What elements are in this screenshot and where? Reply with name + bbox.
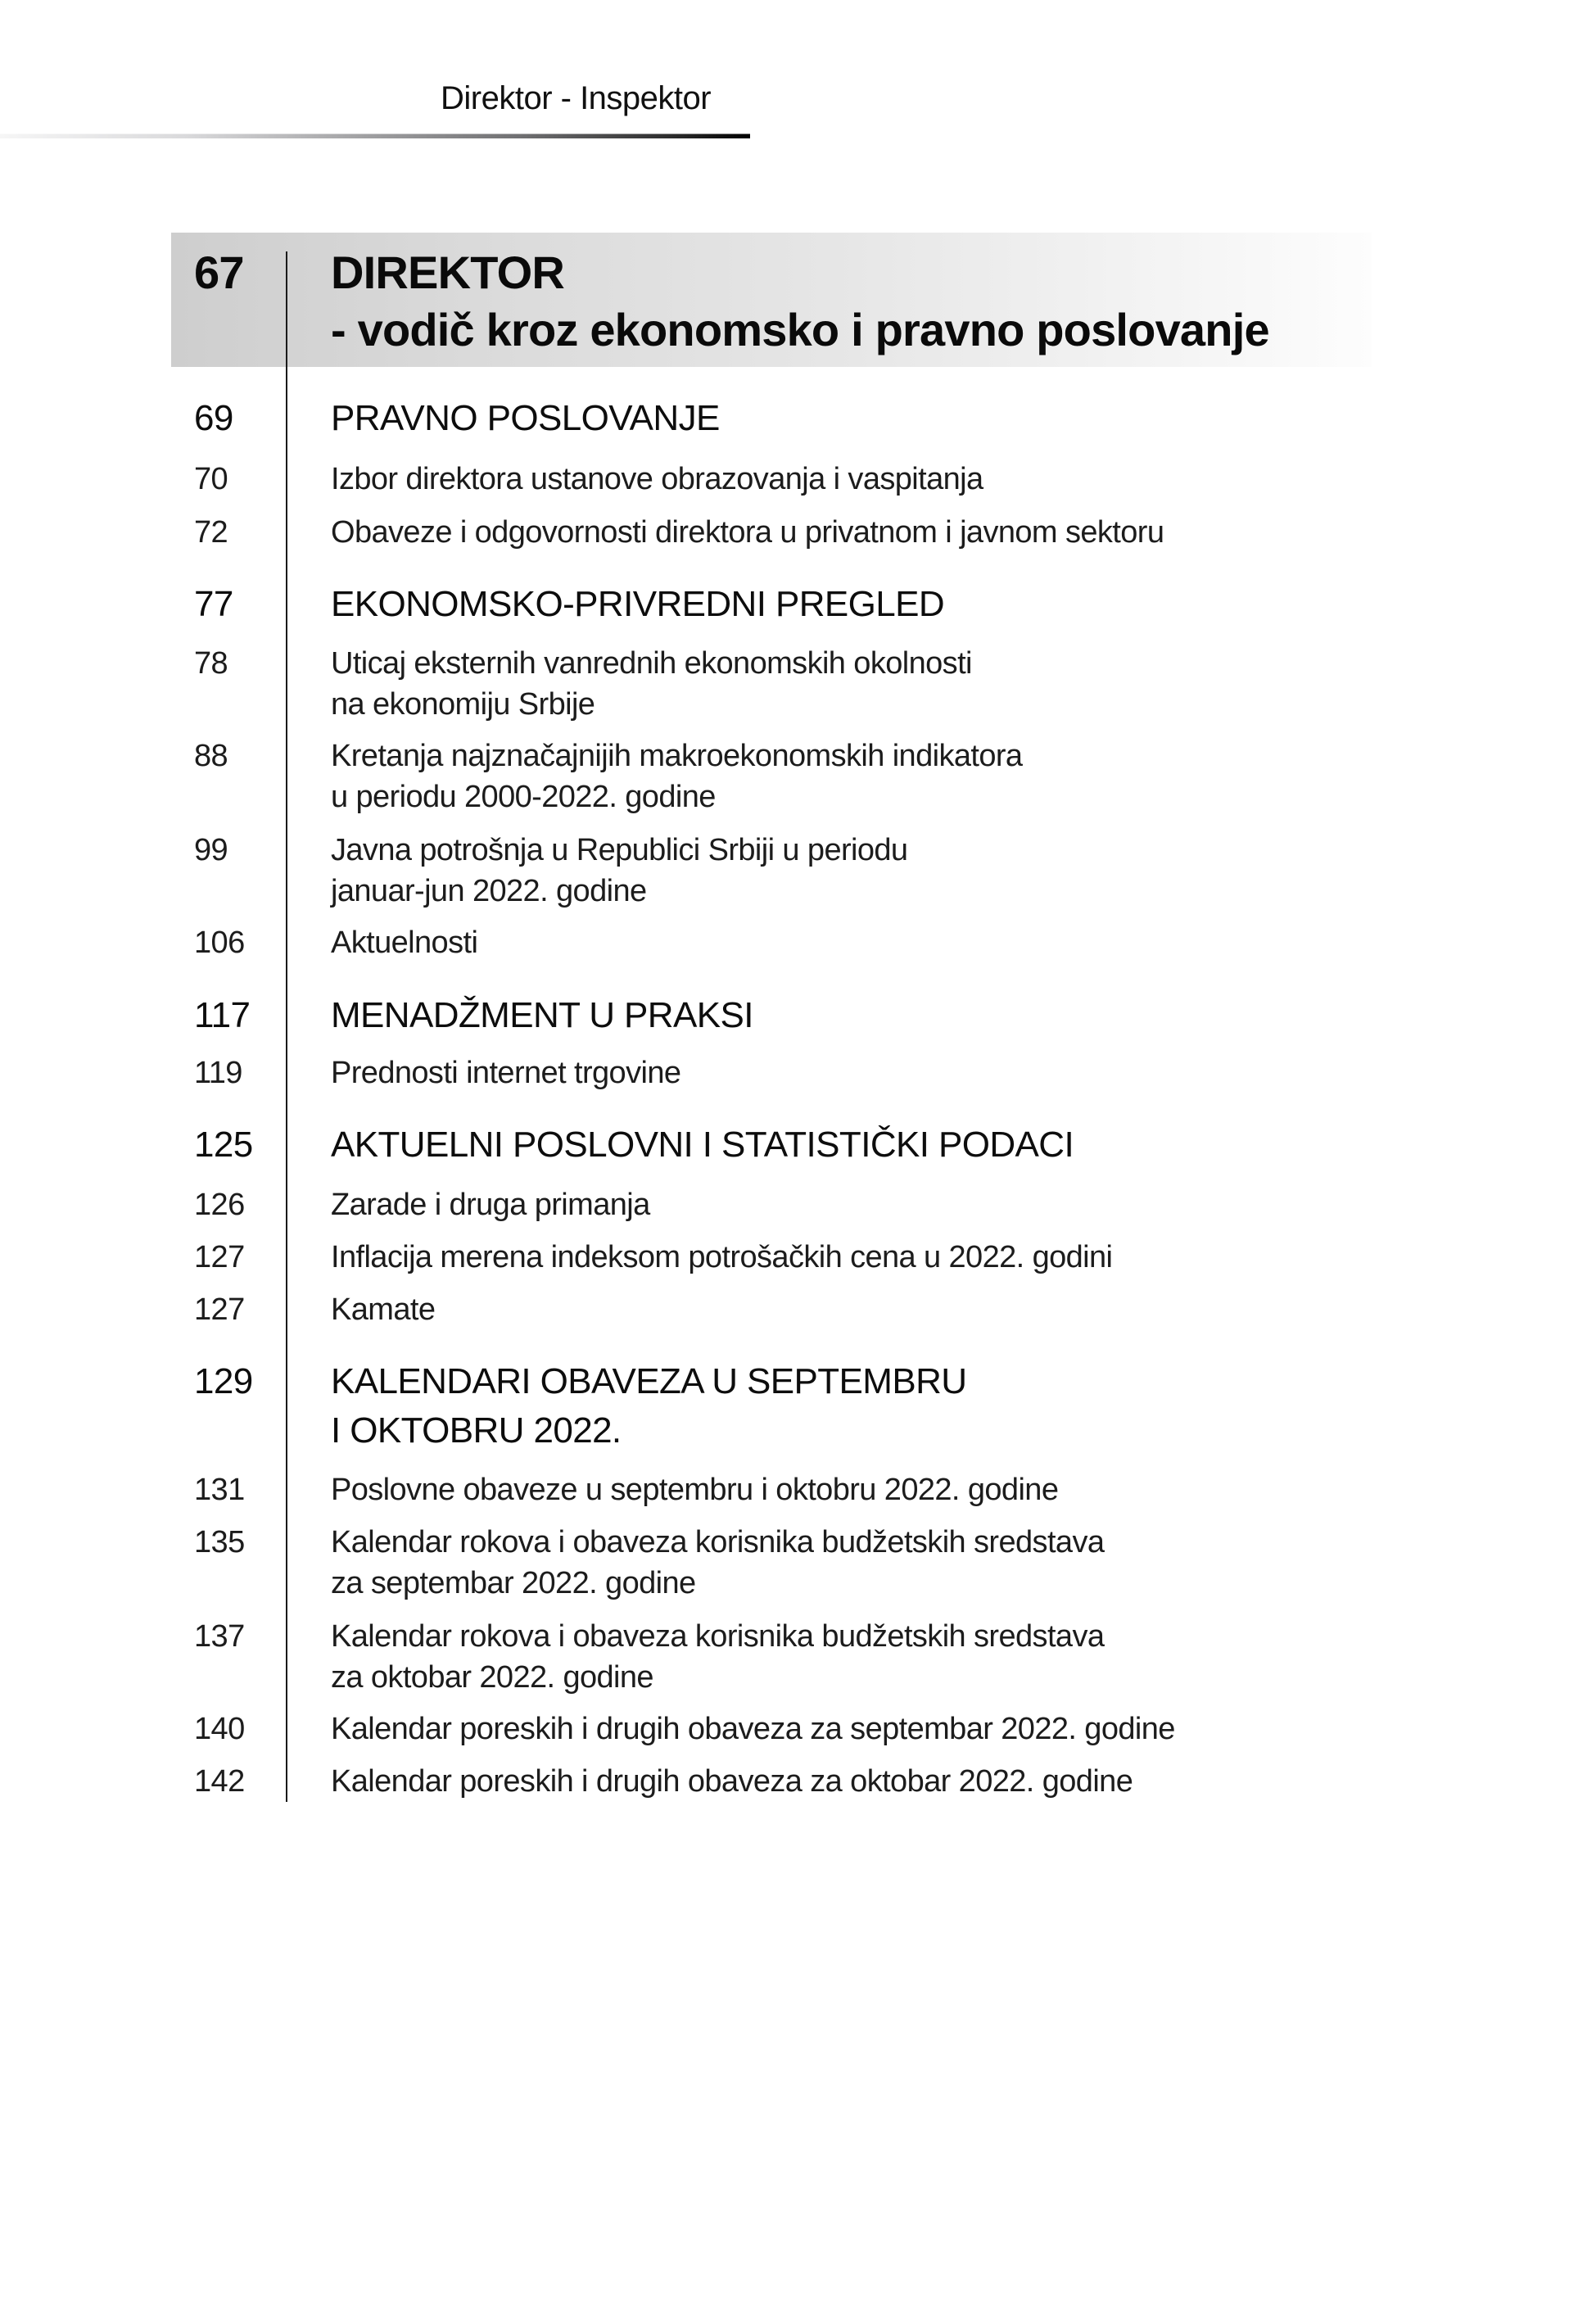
title-line-1: DIREKTOR <box>331 247 565 298</box>
entry-title <box>331 1469 1058 1510</box>
section-page-number: 117 <box>194 995 251 1035</box>
entry-title-line: Inflacija merena indeksom potrošačkih cena u 2022. godini <box>331 1240 1113 1274</box>
section-heading-line: I OKTOBRU 2022. <box>331 1410 622 1451</box>
entry-title-line: Prednosti internet trgovine <box>331 1056 681 1090</box>
entry-title <box>331 512 1164 553</box>
section-heading <box>331 1120 1074 1170</box>
section-heading-line: AKTUELNI POSLOVNI I STATISTIČKI PODACI <box>331 1125 1074 1165</box>
entry-title <box>331 1052 680 1093</box>
entry-title-line: Javna potrošnja u Republici Srbiji u periodu <box>331 833 908 867</box>
running-head: Direktor - Inspektor <box>441 80 712 116</box>
entry-page-number: 99 <box>194 833 228 867</box>
entry-title <box>331 643 972 725</box>
entry-page-number: 126 <box>194 1188 245 1222</box>
entry-page-number: 70 <box>194 462 228 496</box>
entry-title-line: za septembar 2022. godine <box>331 1566 696 1600</box>
entry-page-number: 142 <box>194 1764 245 1799</box>
entry-title-line: u periodu 2000-2022. godine <box>331 780 716 814</box>
entry-title <box>331 830 907 912</box>
entry-title <box>331 922 477 963</box>
title-text <box>331 244 1269 359</box>
section-page-number: 125 <box>194 1125 253 1165</box>
section-heading-line: EKONOMSKO-PRIVREDNI PREGLED <box>331 584 945 624</box>
entry-page-number: 78 <box>194 646 228 681</box>
entry-title-line: Kalendar poreskih i drugih obaveza za septembar 2022. godine <box>331 1712 1175 1746</box>
entry-page-number: 119 <box>194 1056 242 1090</box>
entry-title-line: Izbor direktora ustanove obrazovanja i vaspitanja <box>331 462 983 496</box>
entry-title <box>331 1709 1175 1749</box>
entry-page-number: 137 <box>194 1619 245 1654</box>
entry-page-number: 127 <box>194 1240 245 1274</box>
title-page-number: 67 <box>194 247 244 298</box>
section-page-number: 69 <box>194 398 233 438</box>
entry-title <box>331 1761 1133 1802</box>
entry-page-number: 106 <box>194 926 245 960</box>
entry-page-number: 72 <box>194 515 228 550</box>
entry-title-line: januar-jun 2022. godine <box>331 874 647 908</box>
title-line-2: - vodič kroz ekonomsko i pravno poslovanje <box>331 304 1269 355</box>
entry-page-number: 135 <box>194 1525 245 1559</box>
section-heading-line: KALENDARI OBAVEZA U SEPTEMBRU <box>331 1361 967 1401</box>
section-heading <box>331 580 944 629</box>
toc-divider-line <box>286 251 287 1802</box>
entry-title-line: Kamate <box>331 1292 436 1327</box>
section-heading <box>331 1357 966 1455</box>
header-gradient-rule <box>0 134 750 138</box>
entry-title <box>331 459 983 500</box>
entry-title <box>331 1522 1104 1604</box>
section-heading-line: MENADŽMENT U PRAKSI <box>331 995 753 1035</box>
entry-page-number: 140 <box>194 1712 245 1746</box>
section-heading-line: PRAVNO POSLOVANJE <box>331 398 720 438</box>
section-heading <box>331 991 753 1040</box>
entry-title-line: Uticaj eksternih vanrednih ekonomskih okolnosti <box>331 646 972 681</box>
entry-title-line: Zarade i druga primanja <box>331 1188 650 1222</box>
entry-title-line: na ekonomiju Srbije <box>331 687 595 722</box>
entry-title-line: Kalendar poreskih i drugih obaveza za oktobar 2022. godine <box>331 1764 1133 1799</box>
entry-title-line: za oktobar 2022. godine <box>331 1660 653 1695</box>
entry-title-line: Kalendar rokova i obaveza korisnika budžetskih sredstava <box>331 1619 1105 1654</box>
section-heading <box>331 394 720 443</box>
entry-page-number: 131 <box>194 1473 245 1507</box>
entry-page-number: 127 <box>194 1292 245 1327</box>
entry-title <box>331 1289 435 1330</box>
entry-page-number: 88 <box>194 739 228 773</box>
entry-title-line: Aktuelnosti <box>331 926 478 960</box>
entry-title <box>331 1184 650 1225</box>
entry-title <box>331 1237 1112 1278</box>
entry-title <box>331 1616 1104 1698</box>
entry-title-line: Poslovne obaveze u septembru i oktobru 2022. godine <box>331 1473 1059 1507</box>
section-page-number: 77 <box>194 584 233 624</box>
section-page-number: 129 <box>194 1361 253 1401</box>
entry-title-line: Obaveze i odgovornosti direktora u privatnom i javnom sektoru <box>331 515 1164 550</box>
entry-title-line: Kalendar rokova i obaveza korisnika budžetskih sredstava <box>331 1525 1105 1559</box>
entry-title-line: Kretanja najznačajnijih makroekonomskih indikatora <box>331 739 1023 773</box>
entry-title <box>331 736 1022 817</box>
